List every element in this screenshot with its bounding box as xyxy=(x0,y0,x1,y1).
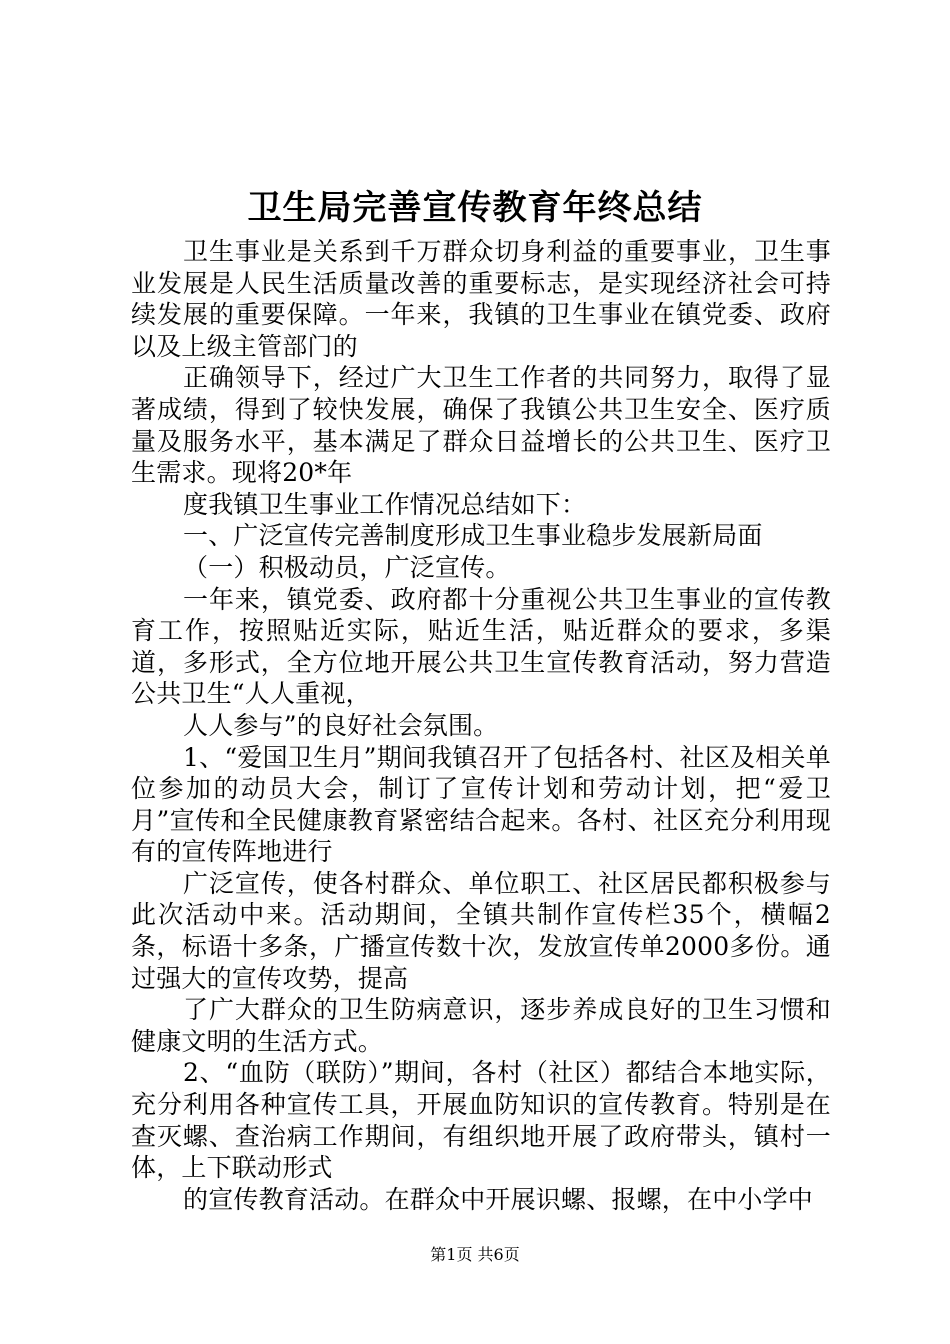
document-title: 卫生局完善宣传教育年终总结 xyxy=(247,188,703,228)
paragraph: 一年来，镇党委、政府都十分重视公共卫生事业的宣传教育工作，按照贴近实际，贴近生活，贴近群众的要求，多渠道，多形式，全方位地开展公共卫生宣传教育活动，努力营造公共卫生“人人重视， xyxy=(131,584,831,709)
paragraph: 人人参与”的良好社会氛围。 xyxy=(183,710,499,740)
paragraph: 卫生事业是关系到千万群众切身利益的重要事业，卫生事业发展是人民生活质量改善的重要标志，是实现经济社会可持续发展的重要保障。一年来，我镇的卫生事业在镇党委、政府以及上级主管部门的 xyxy=(131,237,831,361)
page-number: 第1页 共6页 xyxy=(430,1245,520,1264)
paragraph: 的宣传教育活动。在群众中开展识螺、报螺，在中小学中 xyxy=(183,1184,814,1214)
paragraph: 2、“血防（联防）”期间，各村（社区）都结合本地实际，充分利用各种宣传工具，开展血防知识的宣传教育。特别是在查灭螺、查治病工作期间，有组织地开展了政府带头，镇村一体，上下联动形式 xyxy=(131,1058,831,1183)
paragraph: 正确领导下，经过广大卫生工作者的共同努力，取得了显著成绩，得到了较快发展，确保了我镇公共卫生安全、医疗质量及服务水平，基本满足了群众日益增长的公共卫生、医疗卫生需求。现将20*年 xyxy=(131,363,831,488)
paragraph: 广泛宣传，使各村群众、单位职工、社区居民都积极参与此次活动中来。活动期间，全镇共制作宣传栏35个，横幅2条，标语十多条，广播宣传数十次，发放宣传单2000多份。通过强大的宣传攻势，提高 xyxy=(131,868,831,993)
paragraph: 度我镇卫生事业工作情况总结如下： xyxy=(183,489,587,519)
paragraph: 了广大群众的卫生防病意识，逐步养成良好的卫生习惯和健康文明的生活方式。 xyxy=(131,995,831,1056)
document-body xyxy=(131,236,831,1215)
section-heading: 一、广泛宣传完善制度形成卫生事业稳步发展新局面 xyxy=(183,521,763,551)
subsection-heading: （一）积极动员，广泛宣传。 xyxy=(183,552,511,582)
paragraph: 1、“爱国卫生月”期间我镇召开了包括各村、社区及相关单位参加的动员大会，制订了宣传计划和劳动计划，把“爱卫月”宣传和全民健康教育紧密结合起来。各村、社区充分利用现有的宣传阵地进行 xyxy=(131,742,831,867)
